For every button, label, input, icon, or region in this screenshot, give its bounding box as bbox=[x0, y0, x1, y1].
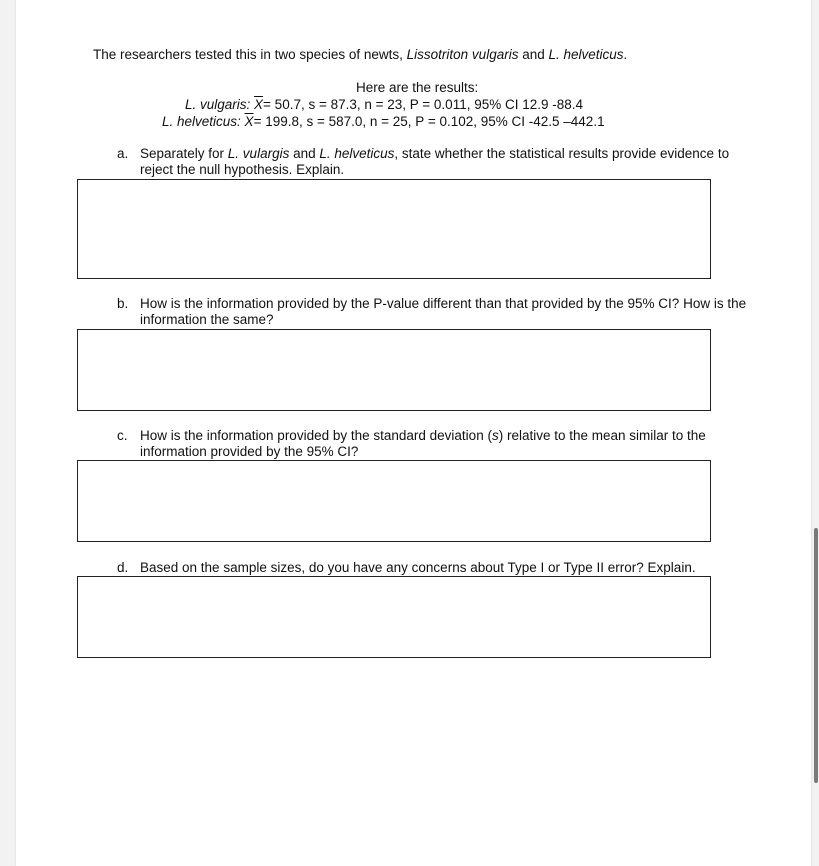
results-line-vulgaris bbox=[185, 97, 583, 112]
question-text-part: ) relative to the mean similar to the information provided by the 95% CI? bbox=[140, 428, 706, 459]
results-stats: = 199.8, s = 587.0, n = 25, P = 0.102, 95% CI -42.5 –442.1 bbox=[253, 114, 605, 129]
question-letter: a. bbox=[117, 146, 129, 161]
question-letter: c. bbox=[117, 428, 128, 443]
question-text-part: , state whether the statistical results provide evidence to reject the null hypothesis. Explain. bbox=[140, 146, 730, 177]
question-letter: d. bbox=[117, 560, 129, 575]
question-species: L. helveticus bbox=[319, 146, 395, 161]
intro-text: The researchers tested this in two species of newts, bbox=[93, 47, 407, 62]
answer-box-a[interactable] bbox=[77, 179, 711, 279]
question-text-part: How is the information provided by the standard deviation ( bbox=[140, 428, 492, 443]
results-species-label: L. vulgaris: bbox=[185, 97, 255, 112]
question-text bbox=[140, 146, 760, 178]
answer-box-b[interactable] bbox=[77, 329, 711, 411]
intro-and: and bbox=[518, 47, 549, 62]
answer-box-d[interactable] bbox=[77, 576, 711, 658]
results-line-helveticus bbox=[162, 114, 605, 129]
results-stats: = 50.7, s = 87.3, n = 23, P = 0.011, 95% CI 12.9 -88.4 bbox=[263, 97, 584, 112]
results-heading: Here are the results: bbox=[356, 80, 479, 95]
question-text-part: Separately for bbox=[140, 146, 228, 161]
mean-symbol: $\overline{X}$ bbox=[254, 97, 264, 112]
question-letter: b. bbox=[117, 296, 129, 311]
mean-symbol: $\overline{X}$ bbox=[244, 114, 254, 129]
answer-box-c[interactable] bbox=[77, 460, 711, 542]
question-text: Based on the sample sizes, do you have any concerns about Type I or Type II error? Explain. bbox=[140, 560, 696, 575]
question-text bbox=[140, 428, 760, 460]
question-symbol: s bbox=[491, 428, 499, 443]
results-species-label: L. helveticus: bbox=[162, 114, 245, 129]
question-species: L. vulargis bbox=[227, 146, 290, 161]
intro-period: . bbox=[623, 47, 628, 62]
question-text: How is the information provided by the P-value different than that provided by the 95% CI? How is the information the same? bbox=[140, 296, 747, 327]
intro-paragraph bbox=[93, 47, 627, 62]
scrollbar[interactable] bbox=[814, 528, 818, 783]
question-text-part: and bbox=[289, 146, 320, 161]
species-2-name: L. helveticus bbox=[548, 47, 624, 62]
species-1-name: Lissotriton vulgaris bbox=[406, 47, 519, 62]
